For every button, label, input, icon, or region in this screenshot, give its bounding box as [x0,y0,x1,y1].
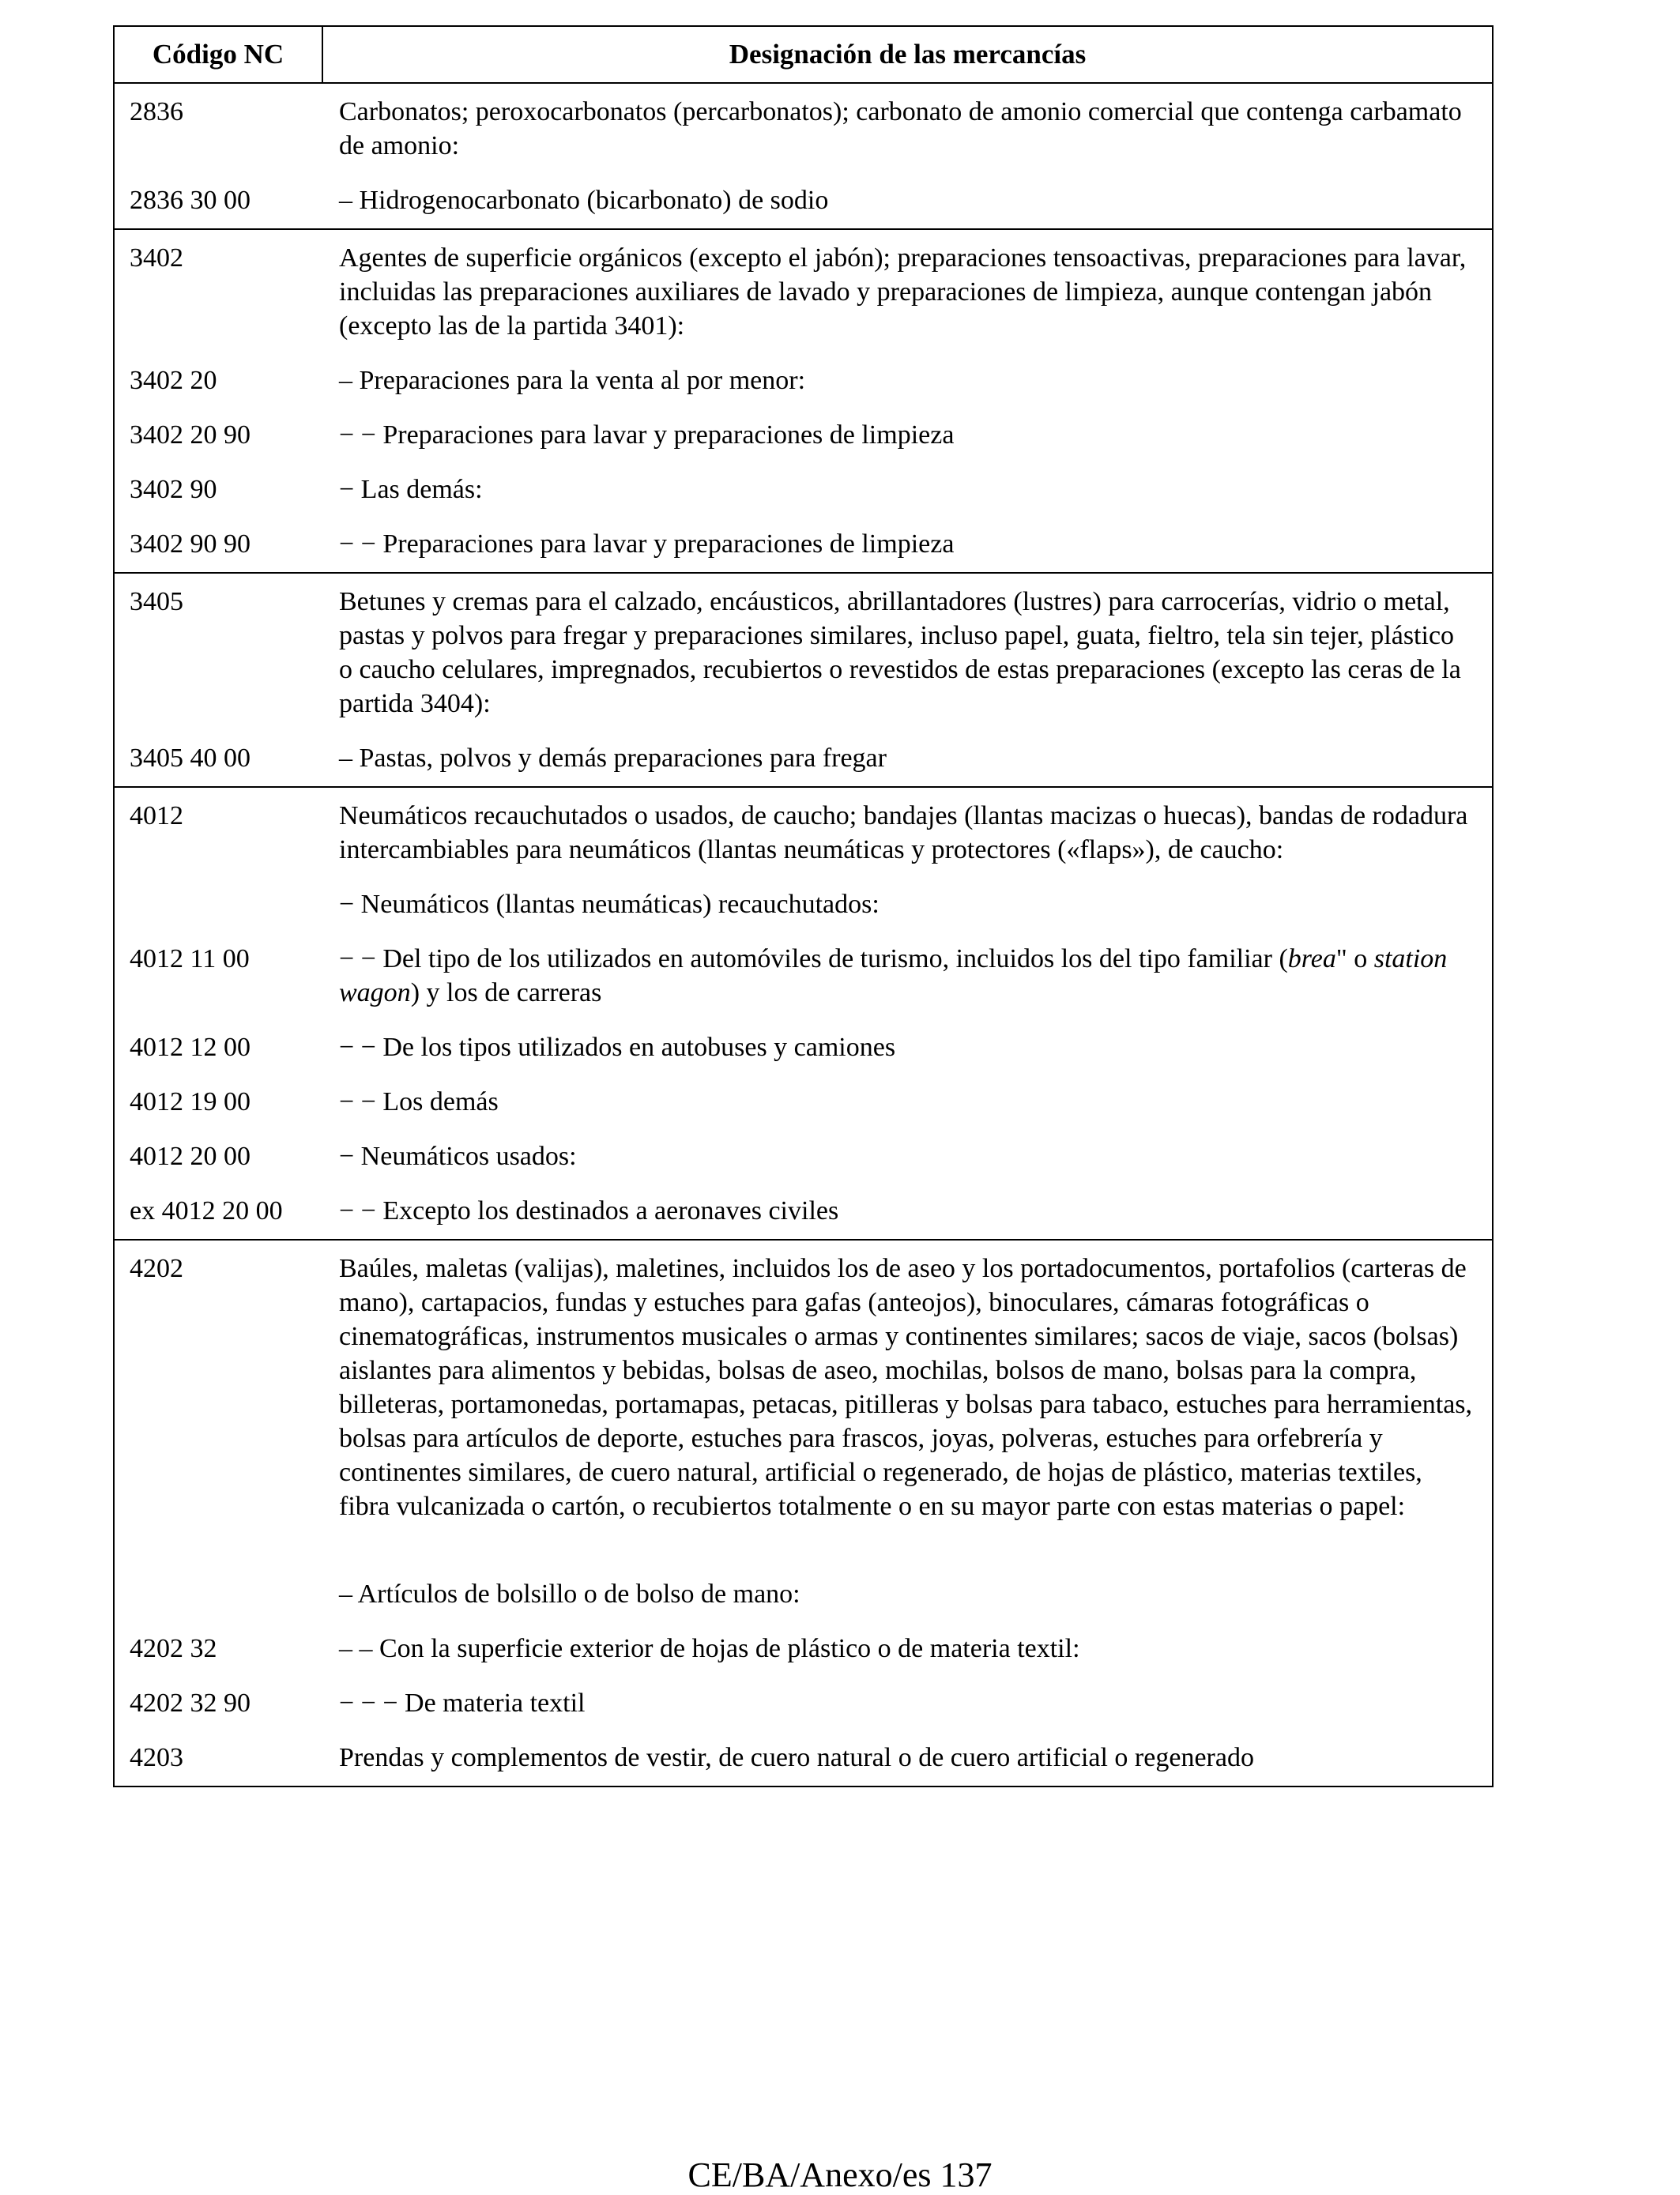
table-row [115,1686,1492,1720]
nc-code: 3402 90 [130,475,217,504]
table-group [114,787,1493,1240]
desc-text: " o [1335,944,1374,973]
nc-code: 4203 [130,1743,183,1772]
table-row [115,241,1492,343]
nc-code: 4012 12 00 [130,1033,250,1062]
nc-code: 4202 32 90 [130,1689,250,1718]
goods-description: Neumáticos recauchutados o usados, de caucho; bandajes (llantas macizas o huecas), bandas de rodadura intercambiables para neumáticos (llantas neumáticas y protectores («flaps»), de caucho: [339,801,1468,864]
nc-code: 4012 20 00 [130,1142,250,1171]
table-header-row [114,26,1493,83]
nc-code: 2836 [130,97,183,126]
nc-code: 3402 20 [130,366,217,395]
goods-description: – – Con la superficie exterior de hojas de plástico o de materia textil: [339,1634,1080,1663]
group-cell [114,573,1493,787]
desc-italic-station-wagon: station wagon [339,944,1448,1007]
table-group [114,1240,1493,1786]
table-row [115,887,1492,921]
goods-description: − Las demás: [339,475,483,504]
table-row [115,741,1492,775]
table-row [115,799,1492,867]
desc-italic-brea: brea [1287,944,1336,973]
table-row [115,942,1492,1010]
table-row [115,473,1492,506]
goods-description: − − Excepto los destinados a aeronaves civiles [339,1196,839,1226]
table-group [114,229,1493,573]
goods-description: Carbonatos; peroxocarbonatos (percarbonatos); carbonato de amonio comercial que contenga carbamato de amonio: [339,97,1462,160]
desc-text: − − Del tipo de los utilizados en automóviles de turismo, incluidos los del tipo familiar ( [339,944,1288,973]
nc-code: 3402 20 90 [130,420,250,450]
goods-description: Baúles, maletas (valijas), maletines, incluidos los de aseo y los portadocumentos, portafolios (carteras de mano), cartapacios, fundas y estuches para gafas (anteojos), binoculares, cámaras fotográficas o cinematográficas, instrumentos musicales o armas y continentes similares; sacos de viaje, sacos (bolsas) aislantes para alimentos y bebidas, bolsas de aseo, mochilas, bolsos de mano, bolsas para la compra, billeteras, portamonedas, portamapas, petacas, pitilleras y bolsas para tabaco, estuches para herramientas, bolsas para artículos de deporte, estuches para frascos, joyas, polveras, estuches para orfebrería y continentes similares, de cuero natural, artificial o regenerado, de hojas de plástico, materias textiles, fibra vulcanizada o cartón, o recubiertos totalmente o en su mayor parte con estas materias o papel: [339,1254,1473,1521]
group-cell [114,229,1493,573]
table-row [115,1252,1492,1523]
table-row [115,1741,1492,1775]
goods-description: Betunes y cremas para el calzado, encáusticos, abrillantadores (lustres) para carrocerías, vidrio o metal, pastas y polvos para fregar y preparaciones similares, incluso papel, guata, fieltro, tela sin tejer, plástico o caucho celulares, impregnados, recubiertos o revestidos de estas preparaciones (excepto las ceras de la partida 3404): [339,587,1461,718]
nc-code: 4202 32 [130,1634,217,1663]
header-code: Código NC [114,26,322,83]
nc-code: 3402 [130,243,183,273]
page-footer: CE/BA/Anexo/es 137 [687,2155,993,2194]
goods-description: – Preparaciones para la venta al por menor: [339,366,806,395]
goods-description: − − De los tipos utilizados en autobuses y camiones [339,1033,896,1062]
nc-code [115,887,323,921]
group-cell [114,83,1493,229]
goods-description: − − Preparaciones para lavar y preparaciones de limpieza [339,529,955,559]
goods-description: – Hidrogenocarbonato (bicarbonato) de sodio [339,186,829,215]
table-row [115,1577,1492,1611]
table-row [115,1194,1492,1228]
goods-description: Prendas y complementos de vestir, de cuero natural o de cuero artificial o regenerado [339,1743,1254,1772]
goods-description: − − Preparaciones para lavar y preparaciones de limpieza [339,420,955,450]
table-row [115,183,1492,217]
nc-code: 4012 11 00 [130,944,250,973]
table-row [115,1632,1492,1666]
table-row [115,363,1492,397]
nc-code: 4012 [130,801,183,830]
table-group [114,573,1493,787]
tariff-table [113,25,1494,1787]
goods-description [323,942,1492,1010]
goods-description: – Pastas, polvos y demás preparaciones para fregar [339,744,887,773]
nc-code: 3405 [130,587,183,616]
nc-code: 3402 90 90 [130,529,250,559]
goods-description: − Neumáticos usados: [339,1142,577,1171]
goods-description: − Neumáticos (llantas neumáticas) recauchutados: [339,890,880,919]
table-row [115,585,1492,721]
nc-code [115,1577,323,1611]
table-row [115,527,1492,561]
desc-text: ) y los de carreras [410,978,602,1007]
table-row [115,418,1492,452]
table-group [114,83,1493,229]
table-row [115,95,1492,163]
nc-code: 2836 30 00 [130,186,250,215]
group-cell [114,1240,1493,1786]
table-row [115,1030,1492,1064]
goods-description: – Artículos de bolsillo o de bolso de mano: [339,1579,800,1609]
table-row [115,1085,1492,1119]
nc-code: 3405 40 00 [130,744,250,773]
header-description: Designación de las mercancías [322,26,1493,83]
goods-description: − − − De materia textil [339,1689,586,1718]
table-row [115,1139,1492,1173]
nc-code: ex 4012 20 00 [130,1196,283,1226]
nc-code: 4012 19 00 [130,1087,250,1116]
nc-code: 4202 [130,1254,183,1283]
goods-description: Agentes de superficie orgánicos (excepto el jabón); preparaciones tensoactivas, preparaciones para lavar, incluidas las preparaciones auxiliares de lavado y preparaciones de limpieza, aunque contengan jabón (excepto las de la partida 3401): [339,243,1467,341]
goods-description: − − Los demás [339,1087,499,1116]
group-cell [114,787,1493,1240]
